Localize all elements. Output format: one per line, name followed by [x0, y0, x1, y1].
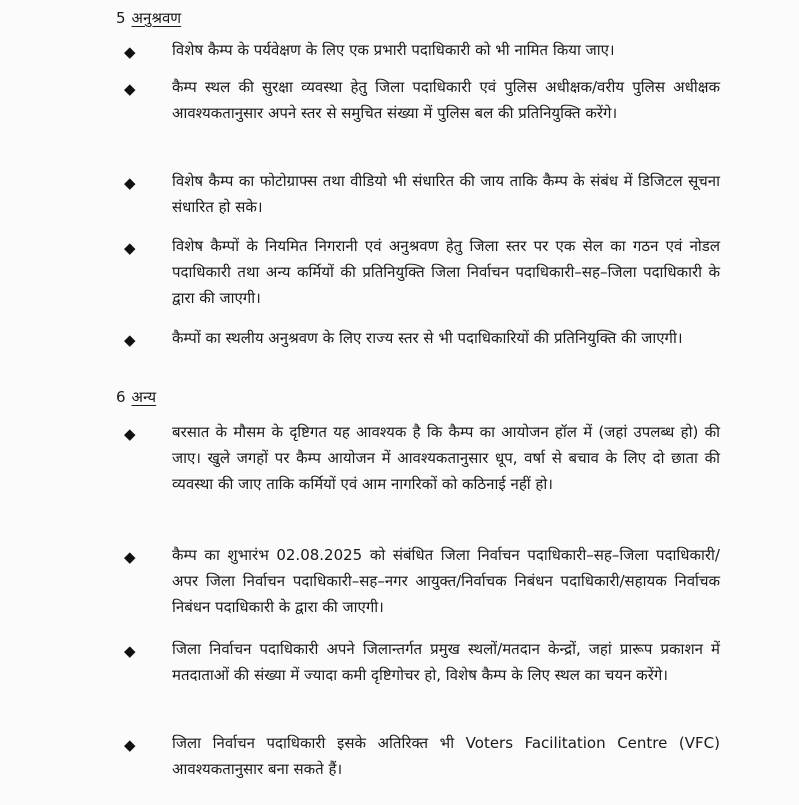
list-item-text: विशेष कैम्प के पर्यवेक्षण के लिए एक प्रभारी पदाधिकारी को भी नामित किया जाए। [172, 41, 615, 59]
diamond-bullet-icon [124, 44, 136, 56]
diamond-bullet-icon [124, 426, 136, 438]
diamond-bullet-icon [124, 175, 136, 187]
section-title: अन्य [131, 388, 157, 406]
diamond-bullet-icon [124, 332, 136, 344]
list-item-text: विशेष कैम्पों के नियमित निगरानी एवं अनुश्रवण हेतु जिला स्तर पर एक सेल का गठन एवं नोडल पदाधिकारी तथा अन्य कर्मियों की प्रतिनियुक्ति जिला निर्वाचन पदाधिकारी–सह–जिला पदाधिकारी के द्वारा की जाएगी। [172, 237, 720, 307]
list-item-text: जिला निर्वाचन पदाधिकारी अपने जिलान्तर्गत प्रमुख स्थलों/मतदान केन्द्रों, जहां प्रारूप प्रकाशन में मतदाताओं की संख्या में ज्यादा कमी दृष्टिगोचर हो, विशेष कैम्प के लिए स्थल का चयन करेंगे। [172, 640, 720, 684]
section-heading-others [116, 386, 156, 408]
list-item-text: विशेष कैम्प का फोटोग्राफ्स तथा वीडियो भी संधारित की जाय ताकि कैम्प के संबंध में डिजिटल सूचना संधारित हो सके। [172, 172, 720, 216]
section-heading-monitoring [116, 7, 181, 29]
list-item-text: कैम्प का शुभारंभ 02.08.2025 को संबंधित जिला निर्वाचन पदाधिकारी–सह–जिला पदाधिकारी/अपर जिला निर्वाचन पदाधिकारी–सह–नगर आयुक्त/निर्वाचक निबंधन पदाधिकारी/सहायक निर्वाचक निबंधन पदाधिकारी के द्वारा की जाएगी। [172, 546, 720, 616]
section-title: अनुश्रवण [131, 9, 182, 27]
list-item-text: जिला निर्वाचन पदाधिकारी इसके अतिरिक्त भी Voters Facilitation Centre (VFC) आवश्यकतानुसार बना सकते हैं। [172, 734, 720, 778]
diamond-bullet-icon [124, 240, 136, 252]
diamond-bullet-icon [124, 643, 136, 655]
section-number: 6 [116, 388, 126, 406]
diamond-bullet-icon [124, 549, 136, 561]
list-item-text: बरसात के मौसम के दृष्टिगत यह आवश्यक है कि कैम्प का आयोजन हॉल में (जहां उपलब्ध हो) की जाए। खुले जगहों पर कैम्प आयोजन में आवश्यकतानुसार धूप, वर्षा से बचाव के लिए दो छाता की व्यवस्था की जाए ताकि कर्मियों एवं आम नागरिकों को कठिनाई नहीं हो। [172, 423, 720, 493]
list-item-text: कैम्प स्थल की सुरक्षा व्यवस्था हेतु जिला पदाधिकारी एवं पुलिस अधीक्षक/वरीय पुलिस अधीक्षक आवश्यकतानुसार अपने स्तर से समुचित संख्या में पुलिस बल की प्रतिनियुक्ति करेंगे। [172, 78, 720, 122]
diamond-bullet-icon [124, 737, 136, 749]
list-item-text: कैम्पों का स्थलीय अनुश्रवण के लिए राज्य स्तर से भी पदाधिकारियों की प्रतिनियुक्ति की जाएगी। [172, 329, 683, 347]
diamond-bullet-icon [124, 81, 136, 93]
section-number: 5 [116, 9, 126, 27]
